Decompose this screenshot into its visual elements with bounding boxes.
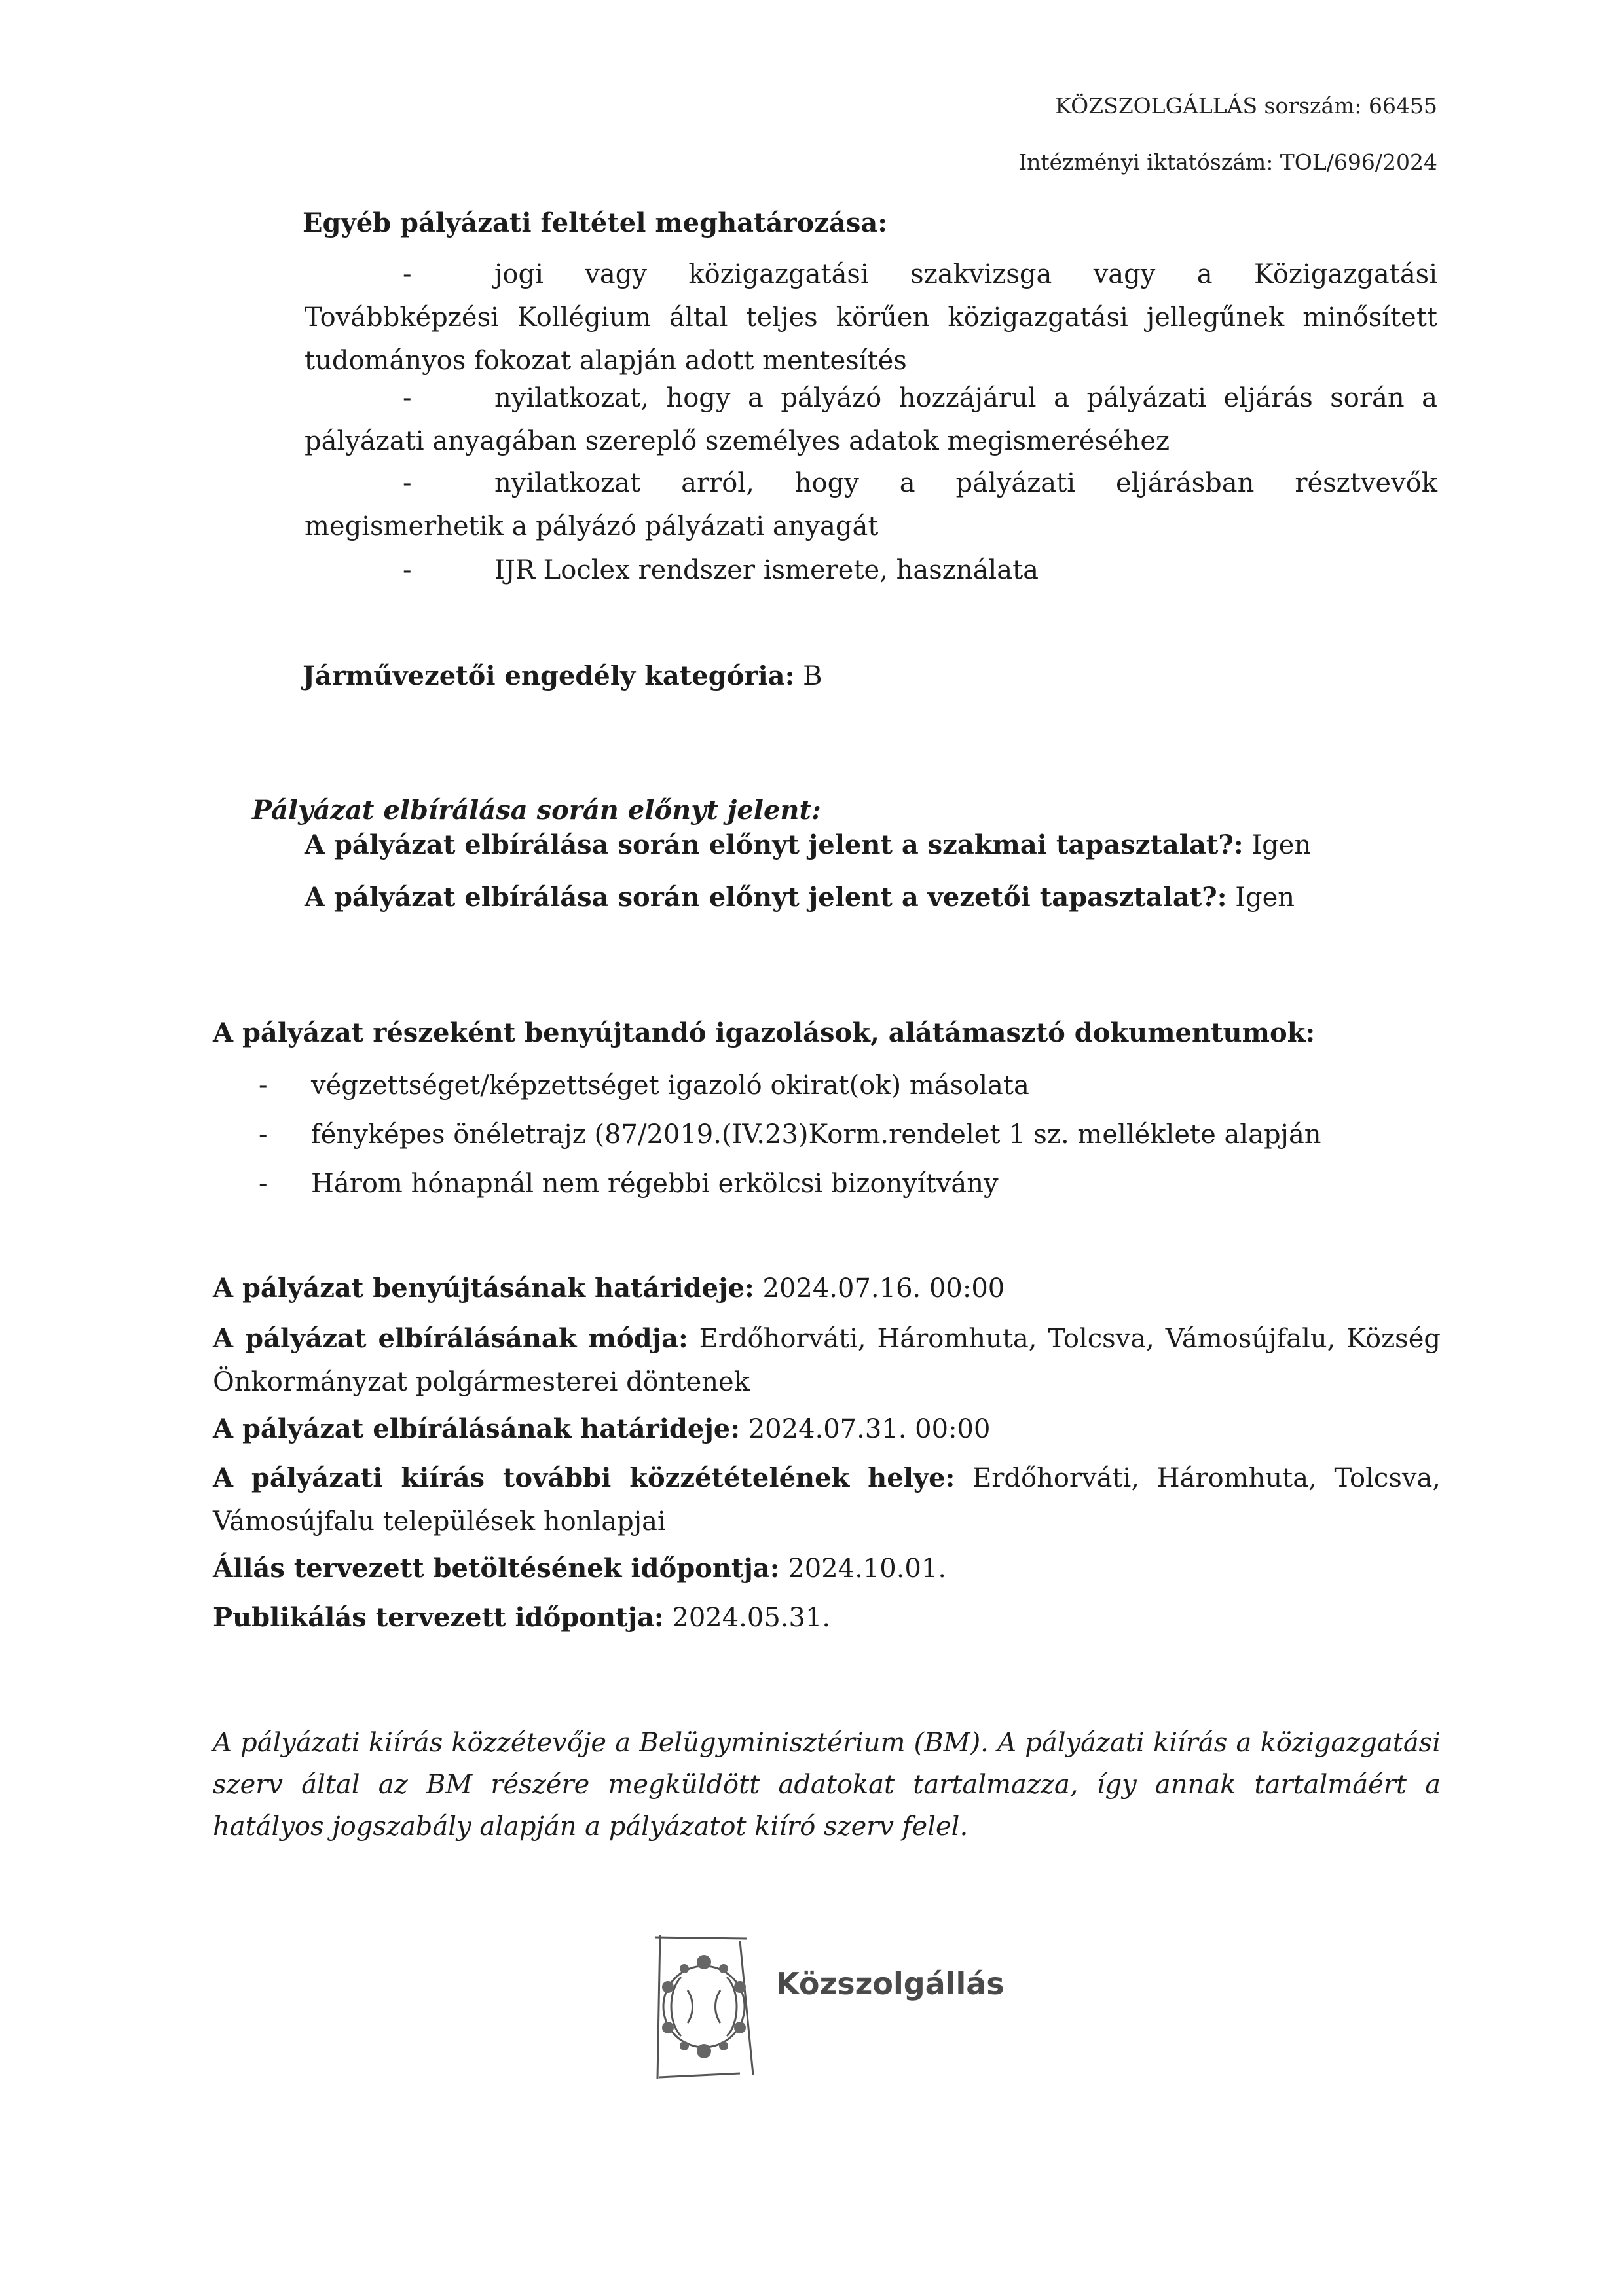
other-conditions-title: Egyéb pályázati feltétel meghatározása: — [303, 208, 888, 238]
deadline-value: 2024.07.16. 00:00 — [762, 1273, 1005, 1303]
dash-bullet: - — [403, 383, 412, 413]
dash-bullet: - — [403, 259, 412, 289]
advantage-item — [304, 876, 1295, 919]
advantages-title: Pályázat elbírálása során előnyt jelent: — [252, 795, 821, 826]
publication-place-label: A pályázati kiírás további közzétételének helye: — [213, 1463, 955, 1493]
dash-bullet: - — [259, 1120, 268, 1150]
decision-deadline-value: 2024.07.31. 00:00 — [748, 1414, 991, 1444]
planned-filling-row — [213, 1547, 1441, 1590]
documents-title: A pályázat részeként benyújtandó igazolások, alátámasztó dokumentumok: — [213, 1017, 1316, 1048]
disclaimer: A pályázati kiírás közzétevője a Belügyminisztérium (BM). A pályázati kiírás a közigazgatási szerv által az BM részére megküldött adatokat tartalmazza, így annak tartalmáért a hatályos jogszabály alapján a pályázatot kiíró szerv felel. — [213, 1728, 1441, 1842]
planned-filling-value: 2024.10.01. — [788, 1554, 947, 1584]
license-value: B — [803, 661, 822, 691]
advantage-label: A pályázat elbírálása során előnyt jelent a szakmai tapasztalat?: — [304, 829, 1244, 860]
method-row — [213, 1317, 1441, 1404]
publication-date-value: 2024.05.31. — [672, 1603, 831, 1633]
reference-number: Intézményi iktatószám: TOL/696/2024 — [1018, 149, 1437, 175]
condition-item — [304, 253, 1437, 382]
dash-bullet: - — [403, 468, 412, 498]
advantage-item — [304, 824, 1311, 867]
dash-bullet: - — [259, 1169, 268, 1199]
advantage-label: A pályázat elbírálása során előnyt jelent a vezetői tapasztalat?: — [304, 882, 1227, 913]
decision-deadline-row — [213, 1408, 1441, 1451]
condition-item — [304, 549, 1437, 592]
publication-place-value: Erdőhorváti, Háromhuta, Tolcsva, Vámosújfalu települések honlapjai — [213, 1463, 1441, 1537]
deadline-row — [213, 1267, 1441, 1310]
logo-text: Közszolgállás — [776, 1966, 1005, 2001]
method-value: Erdőhorváti, Háromhuta, Tolcsva, Vámosújfalu, Község Önkormányzat polgármesterei döntenek — [213, 1324, 1441, 1397]
condition-text: nyilatkozat arról, hogy a pályázati eljárásban résztvevők megismerhetik a pályázó pályázati anyagát — [304, 468, 1437, 541]
publication-date-label: Publikálás tervezett időpontja: — [213, 1602, 664, 1633]
license-label: Járművezetői engedély kategória: — [303, 661, 795, 691]
method-label: A pályázat elbírálásának módja: — [213, 1323, 688, 1354]
kozszolgallas-logo — [642, 1928, 1048, 2092]
advantage-value: Igen — [1235, 883, 1295, 913]
condition-item — [304, 462, 1437, 548]
decision-deadline-label: A pályázat elbírálásának határideje: — [213, 1413, 740, 1444]
deadline-label: A pályázat benyújtásának határideje: — [213, 1273, 754, 1303]
dash-bullet: - — [403, 555, 412, 585]
license-row — [303, 655, 822, 698]
condition-item — [304, 376, 1437, 463]
condition-text: jogi vagy közigazgatási szakvizsga vagy a Közigazgatási Továbbképzési Kollégium által teljes körűen közigazgatási jellegűnek minősített tudományos fokozat alapján adott mentesítés — [304, 259, 1437, 376]
document-text: Három hónapnál nem régebbi erkölcsi bizonyítvány — [311, 1169, 999, 1199]
condition-text: IJR Loclex rendszer ismerete, használata — [494, 555, 1039, 585]
serial-number: KÖZSZOLGÁLLÁS sorszám: 66455 — [1055, 93, 1437, 118]
planned-filling-label: Állás tervezett betöltésének időpontja: — [213, 1553, 780, 1584]
condition-text: nyilatkozat, hogy a pályázó hozzájárul a pályázati eljárás során a pályázati anyagában szereplő személyes adatok megismeréséhez — [304, 383, 1437, 456]
advantage-value: Igen — [1251, 830, 1312, 860]
dash-bullet: - — [259, 1070, 268, 1101]
publication-place-row — [213, 1457, 1441, 1543]
document-text: végzettséget/képzettséget igazoló okirat(ok) másolata — [311, 1070, 1029, 1101]
kozszolgallas-logo-icon — [642, 1928, 773, 2085]
publication-date-row — [213, 1596, 1441, 1639]
document-text: fényképes önéletrajz (87/2019.(IV.23)Korm.rendelet 1 sz. melléklete alapján — [311, 1120, 1321, 1150]
